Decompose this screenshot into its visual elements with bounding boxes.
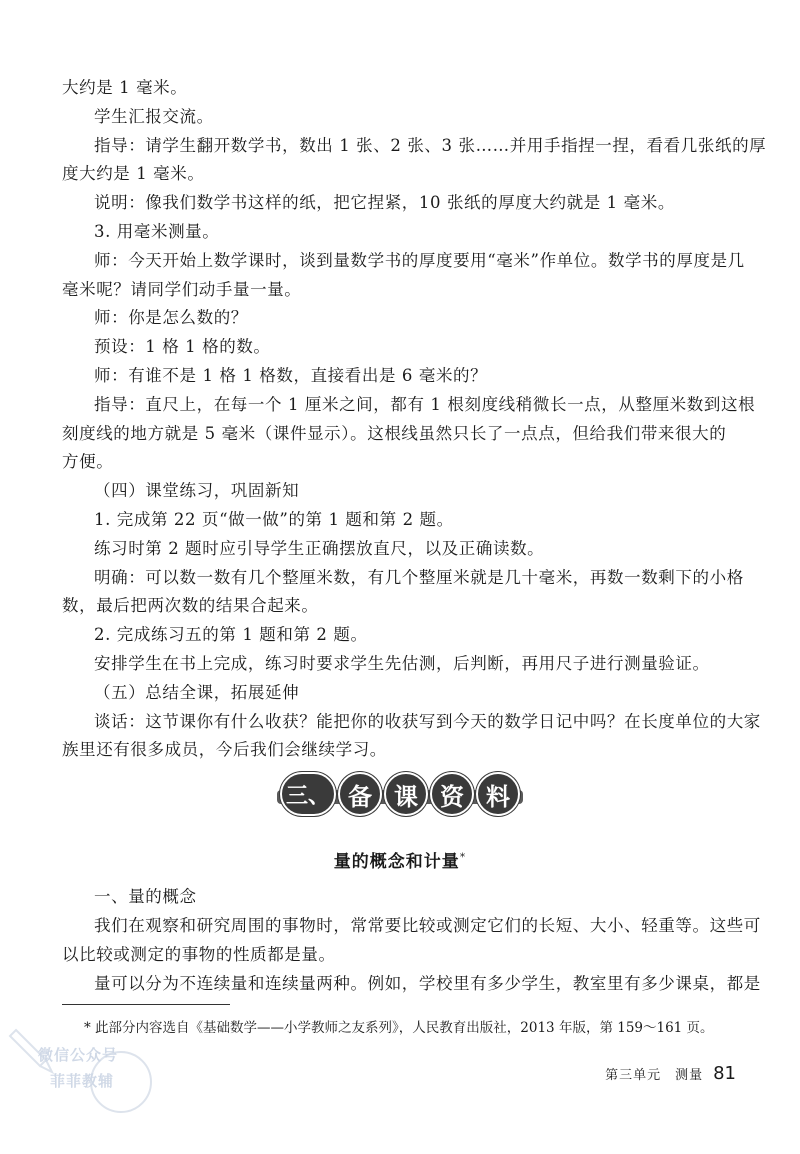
watermark-line-1: 微信公众号 (38, 1046, 119, 1064)
body-line: （四）课堂练习，巩固新知 (94, 481, 300, 501)
body-line: 指导：直尺上，在每一个 1 厘米之间，都有 1 根刻度线稍微长一点，从整厘米数到这根 (94, 394, 756, 414)
banner-char: 资 (430, 772, 474, 816)
section-banner (0, 770, 800, 818)
section-title (0, 847, 800, 872)
body-line: 师：今天开始上数学课时，谈到量数学书的厚度要用“毫米”作单位。数学书的厚度是几 (94, 250, 745, 270)
banner-char: 备 (338, 772, 382, 816)
page-number: 81 (713, 1063, 736, 1084)
body-line: 数，最后把两次数的结果合起来。 (62, 596, 319, 616)
body-line: 族里还有很多成员，今后我们会继续学习。 (62, 740, 387, 760)
body-line: 明确：可以数一数有几个整厘米数，有几个整厘米就是几十毫米，再数一数剩下的小格 (94, 567, 744, 587)
body-line: 毫米呢？请同学们动手量一量。 (62, 279, 302, 299)
body-line: 预设：1 格 1 格的数。 (94, 337, 271, 357)
body-line: （五）总结全课，拓展延伸 (94, 682, 300, 702)
banner-char: 料 (476, 772, 520, 816)
footer-unit-label: 第三单元 测量 (605, 1068, 704, 1083)
body-line: 方便。 (62, 452, 114, 472)
watermark-pencil-icon (6, 1010, 156, 1120)
page-footer (605, 1063, 736, 1084)
body-line: 安排学生在书上完成，练习时要求学生先估测，后判断，再用尺子进行测量验证。 (94, 654, 710, 673)
footnote: * 此部分内容选自《基础数学——小学教师之友系列》，人民教育出版社，2013 年版，第 159～161 页。 (84, 1020, 714, 1036)
body-line: 2. 完成练习五的第 1 题和第 2 题。 (94, 625, 368, 645)
body-line: 3. 用毫米测量。 (94, 222, 220, 241)
body-line: 练习时第 2 题时应引导学生正确摆放直尺，以及正确读数。 (94, 538, 545, 558)
concept-line: 我们在观察和研究周围的事物时，常常要比较或测定它们的长短、大小、轻重等。这些可 (94, 916, 761, 935)
body-line: 说明：像我们数学书这样的纸，把它捏紧，10 张纸的厚度大约就是 1 毫米。 (94, 193, 675, 213)
concept-line: 量可以分为不连续量和连续量两种。例如，学校里有多少学生，教室里有多少课桌，都是 (94, 974, 761, 993)
body-line: 大约是 1 毫米。 (62, 78, 188, 97)
concept-line: 一、量的概念 (94, 887, 197, 906)
section-title-mark: * (459, 850, 467, 864)
concept-line: 以比较或测定的事物的性质都是量。 (62, 945, 336, 964)
body-line: 刻度线的地方就是 5 毫米（课件显示）。这根线虽然只长了一点点，但给我们带来很大的 (62, 423, 727, 443)
banner-char: 三、 (280, 772, 336, 816)
body-line: 指导：请学生翻开数学书，数出 1 张、2 张、3 张……并用手指捏一捏，看看几张纸的厚 (94, 135, 767, 155)
watermark (6, 1010, 156, 1120)
footnote-divider (62, 1004, 230, 1005)
watermark-line-2: 菲菲教辅 (50, 1072, 115, 1090)
section-title-text: 量的概念和计量 (333, 852, 460, 872)
banner-char: 课 (384, 772, 428, 816)
body-line: 师：有谁不是 1 格 1 格数，直接看出是 6 毫米的？ (94, 366, 488, 385)
body-line: 学生汇报交流。 (94, 106, 214, 126)
body-line: 1. 完成第 22 页“做一做”的第 1 题和第 2 题。 (94, 510, 454, 529)
body-line: 度大约是 1 毫米。 (62, 164, 205, 184)
body-line: 谈话：这节课你有什么收获？能把你的收获写到今天的数学日记中吗？在长度单位的大家 (94, 711, 761, 731)
body-line: 师：你是怎么数的？ (94, 308, 248, 328)
